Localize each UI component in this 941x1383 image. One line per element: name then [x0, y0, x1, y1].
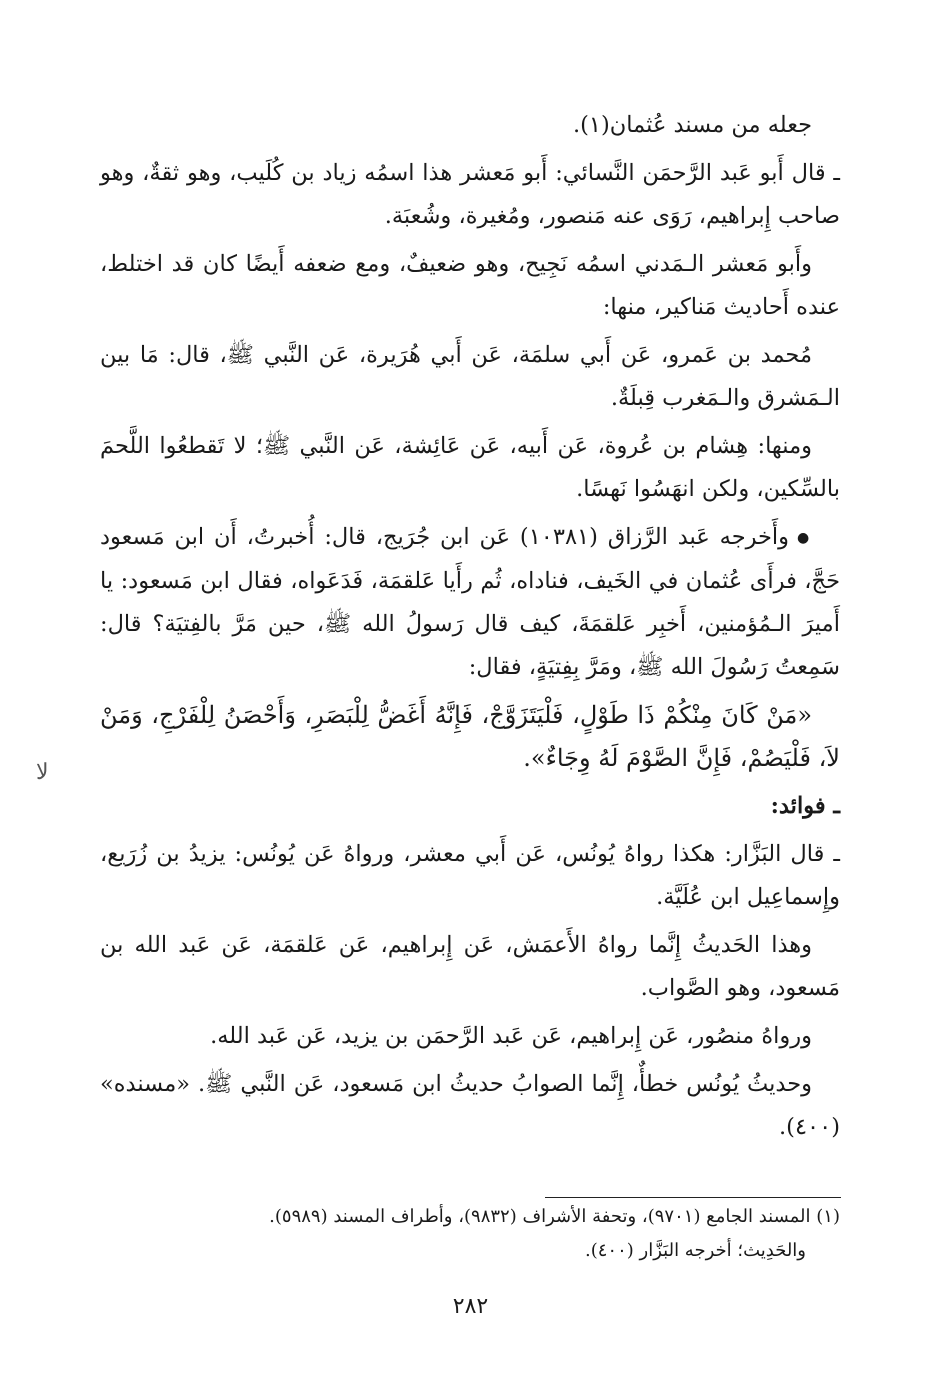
- footnote-divider: [545, 1197, 841, 1198]
- paragraph-bazzar: ـ قال البَزَّار: هكذا رواهُ يُونُس، عَن أَبي معشر، ورواهُ عَن يُونُس: يزيدُ بن زُرَيع، وإِسماعِيل ابن عُلَيَّة.: [100, 840, 840, 910]
- footnote-1: (١) المسند الجامع (٩٧٠١)، وتحفة الأشراف (٩٨٣٢)، وأطراف المسند (٥٩٨٩).: [269, 1206, 840, 1227]
- margin-annotation: ﻻ: [36, 760, 49, 785]
- footnotes: [100, 1200, 840, 1268]
- paragraph-nasai: ـ قال أَبو عَبد الرَّحمَن النَّسائي: أَبو مَعشر هذا اسمُه زياد بن كُلَيب، وهو ثقةٌ، وهو صاحب إِبراهيم، رَوَى عنه مَنصور، ومُغيرة، وشُعبَة.: [100, 160, 840, 229]
- paragraph-intro: جعله من مسند عُثمان(١).: [572, 112, 812, 138]
- paragraph-meat-hadith: ومنها: هِشام بن عُروة، عَن أَبيه، عَن عَائِشة، عَن النَّبي ﷺ؛ لا تَقطعُوا اللَّحمَ بالسِّكين، ولكن انهَسُوا نَهسًا.: [100, 433, 840, 502]
- hadith-quote: «مَنْ كَانَ مِنْكُمْ ذَا طَوْلٍ، فَلْيَتَزَوَّجْ، فَإِنَّهُ أَغَضُّ لِلْبَصَرِ، وَأَحْصَنُ لِلْفَرْجِ، وَمَنْ لاَ، فَلْيَصُمْ، فَإِنَّ الصَّوْمَ لَهُ وِجَاءٌ».: [100, 700, 840, 772]
- benefits-heading: ـ فوائد:: [770, 792, 840, 819]
- paragraph-abdulrazzaq-text: وأَخرجه عَبد الرَّزاق (١٠٣٨١) عَن ابن جُرَيج، قال: أُخبرتُ، أَن ابن مَسعود حَجَّ، فرأَى عُثمان في الخَيف، فناداه، ثُم رأَيا عَلقمَة، فَدَعَواه، فقال ابن مَسعود: يا أَميرَ الـمُؤمنين، أَخبِر عَلقمَةَ، كيف قال رَسولُ الله ﷺ، حين مَرَّ بالفِتيَة؟ قال: سَمِعتُ رَسُولَ الله ﷺ، ومَرَّ بِفِتيَةٍ، فقال:: [100, 524, 840, 680]
- paragraph-abu-mashar-madani: وأَبو مَعشر الـمَدني اسمُه نَجِيح، وهو ضعيفٌ، ومع ضعفه أَيضًا كان قد اختلط، عنده أَحاديث مَناكير، منها:: [100, 251, 840, 320]
- page-number: ٢٨٢: [452, 1294, 489, 1319]
- paragraph-qibla-hadith: مُحمد بن عَمرو، عَن أَبي سلمَة، عَن أَبي هُرَيرة، عَن النَّبي ﷺ، قال: مَا بين الـمَشرق والـمَغرب قِبلَةٌ.: [100, 342, 840, 411]
- paragraph-mansur: ورواهُ منصُور، عَن إِبراهيم، عَن عَبد الرَّحمَن بن يزيد، عَن عَبد الله.: [210, 1022, 812, 1049]
- main-text: [100, 104, 840, 1154]
- paragraph-yunus-error: وحديثُ يُونُس خطأٌ، إِنَّما الصوابُ حديثُ ابن مَسعود، عَن النَّبي ﷺ. «مسنده» (٤٠٠).: [100, 1070, 840, 1140]
- bullet-mark: [789, 524, 812, 550]
- footnote-1-continuation: والحَدِيث؛ أخرجه البَزَّار (٤٠٠).: [585, 1240, 806, 1261]
- paragraph-amash: وهذا الحَديثُ إِنَّما رواهُ الأَعمَش، عَن إِبراهيم، عَن عَلقمَة، عَن عَبد الله بن مَسعود، وهو الصَّواب.: [100, 931, 840, 1001]
- paragraph-abdulrazzaq: [100, 516, 840, 689]
